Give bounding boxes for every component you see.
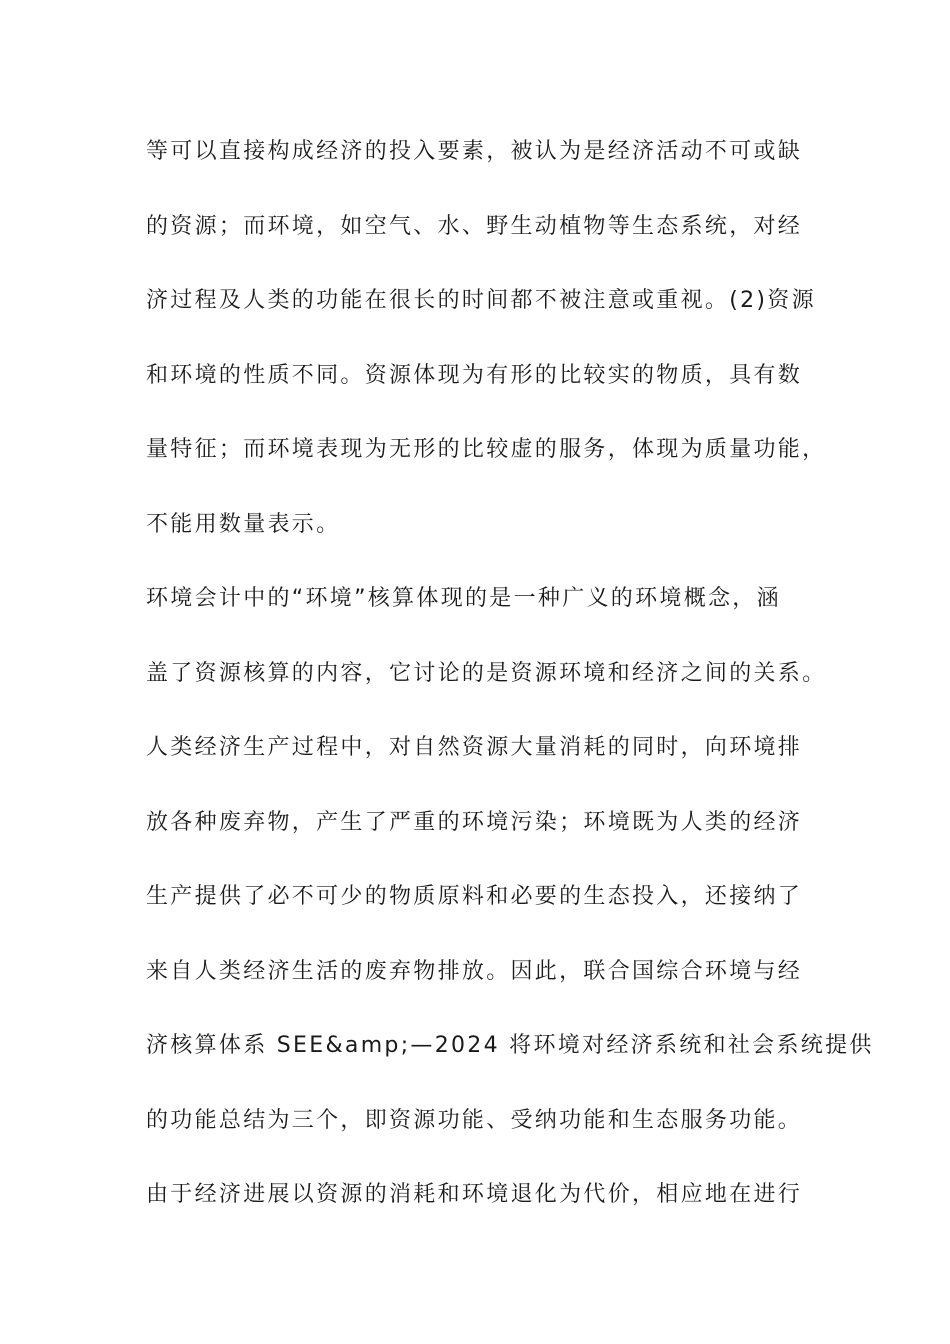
text-line: 的资源；而环境，如空气、水、野生动植物等生态系统，对经 [146, 213, 803, 239]
document-body [146, 132, 874, 1250]
text-line: 由于经济进展以资源的消耗和环境退化为代价，相应地在进行 [146, 1182, 803, 1207]
text-line: 和环境的性质不同。资源体现为有形的比较实的物质，具有数 [146, 362, 803, 388]
text-line: 的功能总结为三个，即资源功能、受纳功能和生态服务功能。 [146, 1107, 803, 1133]
text-line: 盖了资源核算的内容，它讨论的是资源环境和经济之间的关系。 [146, 660, 827, 686]
text-line: 量特征；而环境表现为无形的比较虚的服务，体现为质量功能， [146, 437, 827, 462]
text-line: 济过程及人类的功能在很长的时间都不被注意或重视。(2)资源 [146, 288, 816, 313]
text-line: 来自人类经济生活的废弃物排放。因此，联合国综合环境与经 [146, 958, 803, 984]
text-line: 环境会计中的“环境”核算体现的是一种广义的环境概念，涵 [146, 586, 781, 611]
text-line: 等可以直接构成经济的投入要素，被认为是经济活动不可或缺 [146, 139, 803, 164]
text-line: 人类经济生产过程中，对自然资源大量消耗的同时，向环境排 [146, 735, 803, 760]
text-line: 放各种废弃物，产生了严重的环境污染；环境既为人类的经济 [146, 809, 803, 835]
text-line: 生产提供了必不可少的物质原料和必要的生态投入，还接纳了 [146, 884, 803, 909]
text-line: 不能用数量表示。 [146, 511, 341, 537]
text-line: 济核算体系 SEE&amp;—2024 将环境对经济系统和社会系统提供 [146, 1033, 874, 1058]
